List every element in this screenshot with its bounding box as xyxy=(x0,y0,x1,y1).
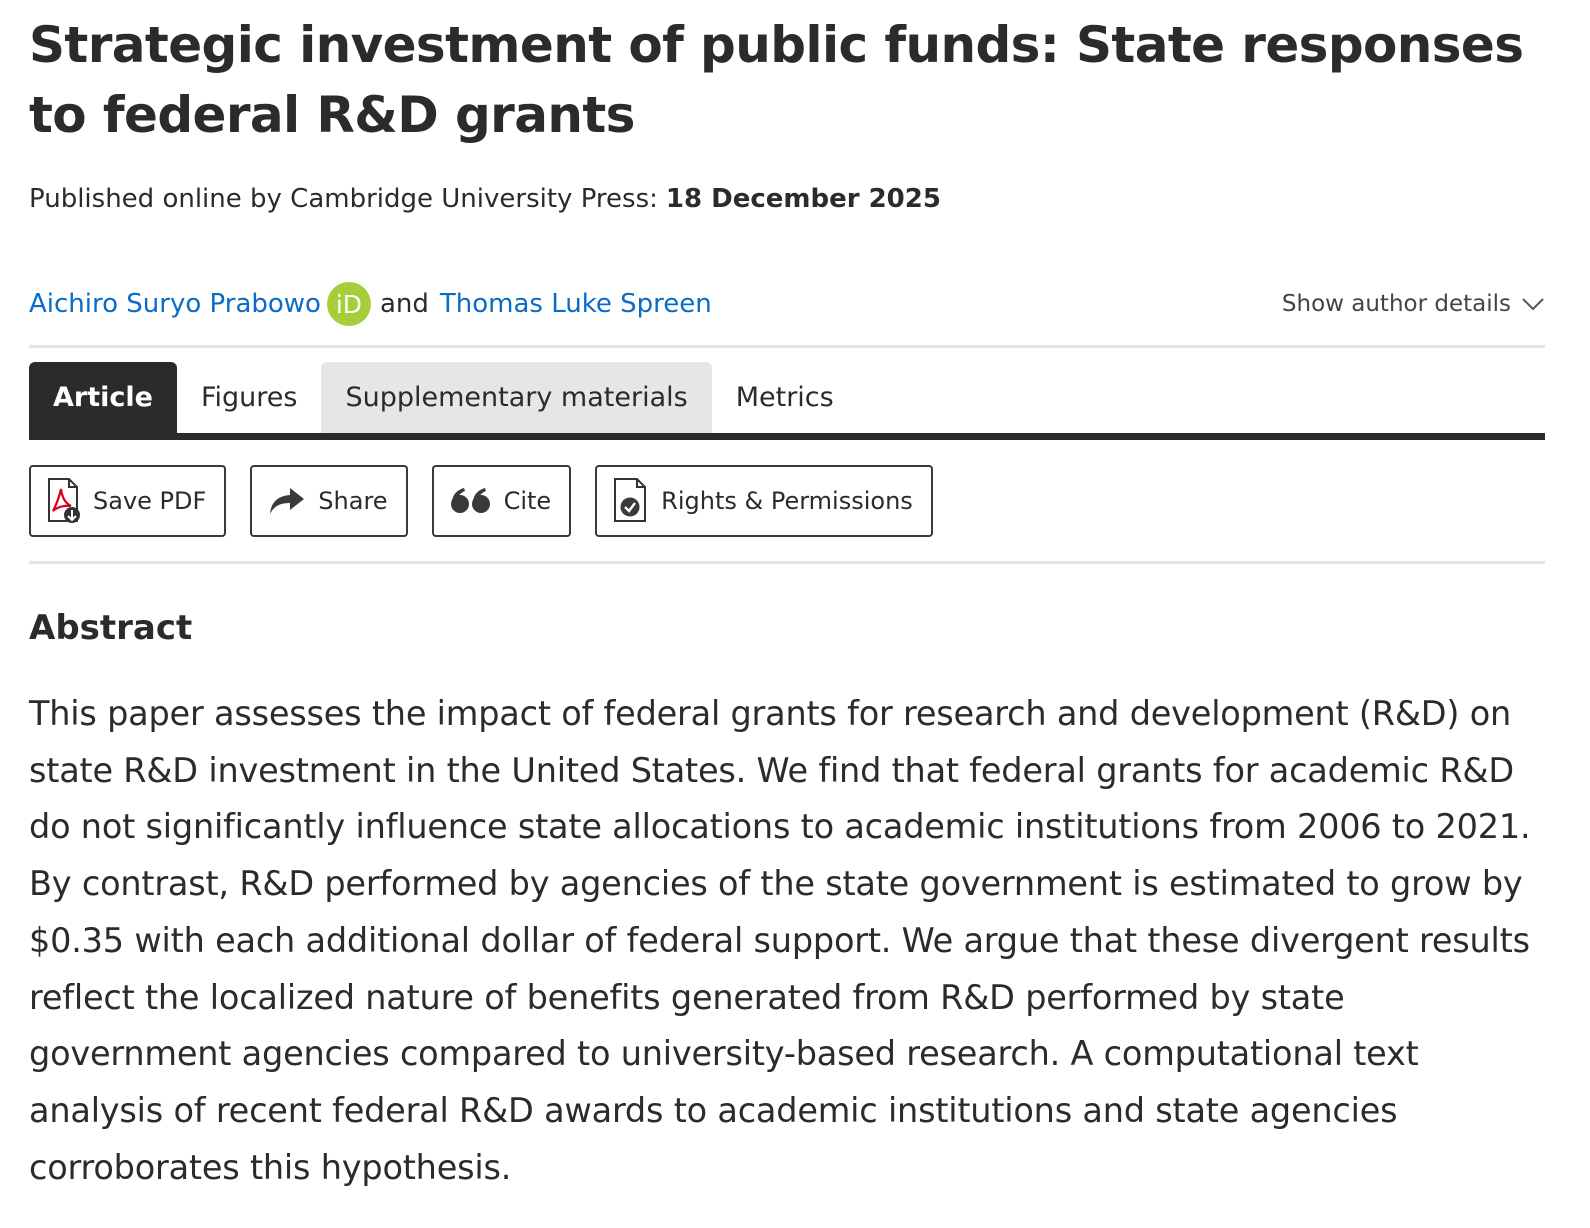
article-actions xyxy=(29,465,933,537)
share-label: Share xyxy=(318,487,388,515)
pdf-download-icon xyxy=(47,477,81,525)
rights-permissions-button[interactable] xyxy=(595,465,933,537)
rights-permissions-label: Rights & Permissions xyxy=(661,487,913,515)
author-link-spreen[interactable]: Thomas Luke Spreen xyxy=(439,289,712,319)
share-arrow-icon xyxy=(268,486,306,516)
save-pdf-label: Save PDF xyxy=(93,487,207,515)
abstract-text: This paper assesses the impact of federal grants for research and development (R&D) on state R&D investment in the United States. We find that federal grants for academic R&D do not significantly influence state allocations to academic institutions from 2006 to 2021. By contrast, R&D performed by agencies of the state government is estimated to grow by $0.35 with each additional dollar of federal support. We argue that these divergent results reflect the localized nature of benefits generated from R&D performed by state government agencies compared to university-based research. A computational text analysis of recent federal R&D awards to academic institutions and state agencies corroborates this hypothesis. xyxy=(29,694,1531,1187)
divider xyxy=(29,561,1545,564)
cite-label: Cite xyxy=(503,487,552,515)
save-pdf-button[interactable] xyxy=(29,465,226,537)
article-title: Strategic investment of public funds: State responses to federal R&D grants xyxy=(29,16,1524,144)
abstract-heading: Abstract xyxy=(29,608,193,648)
tab-article[interactable]: Article xyxy=(29,362,177,433)
quote-icon xyxy=(450,487,492,515)
authors-row xyxy=(29,280,1545,328)
show-author-details-button[interactable] xyxy=(1282,291,1545,317)
divider xyxy=(29,345,1545,348)
tabs-underline xyxy=(29,433,1545,440)
chevron-down-icon xyxy=(1521,297,1545,311)
document-check-icon xyxy=(613,477,649,525)
orcid-icon[interactable]: iD xyxy=(327,282,371,326)
author-link-prabowo[interactable]: Aichiro Suryo Prabowo xyxy=(29,289,321,319)
published-prefix: Published online by Cambridge University Press: xyxy=(29,184,658,214)
publication-line xyxy=(29,181,1545,217)
published-date: 18 December 2025 xyxy=(665,184,941,214)
share-button[interactable] xyxy=(250,465,407,537)
tab-figures[interactable]: Figures xyxy=(200,382,298,413)
tab-metrics[interactable]: Metrics xyxy=(735,382,834,413)
show-author-details-label: Show author details xyxy=(1281,291,1511,317)
cite-button[interactable] xyxy=(432,465,572,537)
tab-supplementary-materials[interactable]: Supplementary materials xyxy=(321,362,711,433)
author-conjunction: and xyxy=(379,289,429,319)
article-page xyxy=(29,0,1545,1187)
article-tabs xyxy=(29,362,1545,440)
